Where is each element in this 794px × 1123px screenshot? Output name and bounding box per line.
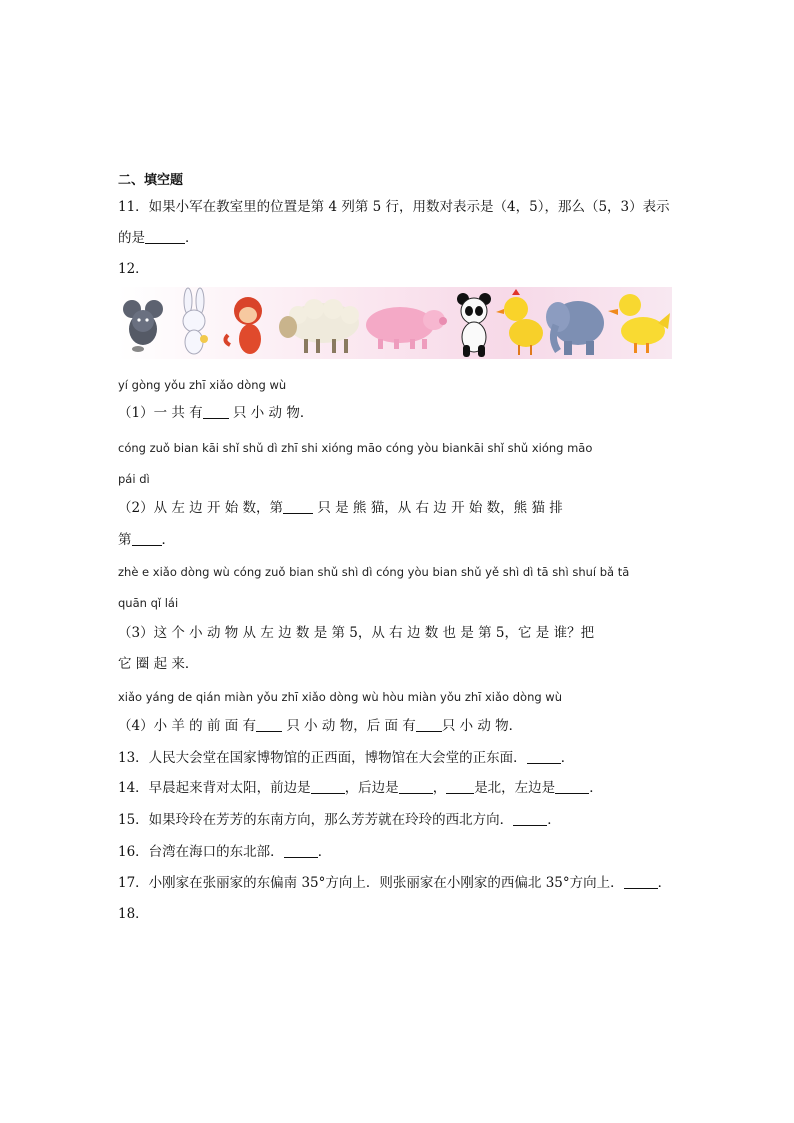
q12-number: 12．: [118, 261, 149, 277]
q12-pinyin-2a: cóng zuǒ bian kāi shǐ shǔ dì zhī shi xióng māo cóng yòu biankāi shǐ shǔ xióng māo: [118, 441, 593, 455]
answer-blank[interactable]: [527, 749, 561, 764]
q17: 17．小刚家在张丽家的东偏南 35°方向上．则张丽家在小刚家的西偏北 35°方向上． ．: [118, 875, 672, 891]
q11-line1: 11．如果小军在教室里的位置是第 4 列第 5 行，用数对表示是（4，5），那么（5，3）表示: [118, 199, 670, 215]
rabbit-icon: [183, 288, 208, 354]
answer-blank[interactable]: [203, 404, 229, 419]
q12-pinyin-4: xiǎo yáng de qián miàn yǒu zhī xiǎo dòng wù hòu miàn yǒu zhī xiǎo dòng wù: [118, 690, 563, 704]
answer-blank[interactable]: [311, 779, 345, 794]
sheep-icon: [279, 299, 359, 353]
section-title: 二、填空题: [118, 173, 184, 188]
answer-blank[interactable]: [256, 717, 282, 732]
panda-icon: [457, 293, 491, 357]
q12-part1: （1）一 共 有 只 小 动 物．: [118, 405, 314, 421]
q16: 16．台湾在海口的东北部． ．: [118, 844, 332, 860]
answer-blank[interactable]: [284, 843, 318, 858]
pig-icon: [366, 307, 447, 349]
q12-part3-line2: 它 圈 起 来．: [118, 656, 199, 672]
answer-blank[interactable]: [624, 874, 658, 889]
answer-blank[interactable]: [513, 811, 547, 826]
q11-line2: 的是 ．: [118, 230, 199, 246]
answer-blank[interactable]: [132, 531, 162, 546]
q14: 14．早晨起来背对太阳，前边是 ，后边是 ， 是北，左边是 ．: [118, 780, 603, 796]
answer-blank[interactable]: [446, 779, 474, 794]
q12-part3-line1: （3）这 个 小 动 物 从 左 边 数 是 第 5，从 右 边 数 也 是 第 5，它 是 谁？把: [118, 625, 595, 641]
q12-part2: （2）从 左 边 开 始 数，第 只 是 熊 猫，从 右 边 开 始 数，熊 猫 排: [118, 500, 563, 516]
q12-part2-cont: 第 ．: [118, 532, 175, 548]
monkey-icon: [225, 297, 262, 354]
q13: 13．人民大会堂在国家博物馆的正西面，博物馆在大会堂的正东面． ．: [118, 750, 575, 766]
answer-blank[interactable]: [416, 717, 442, 732]
q15: 15．如果玲玲在芳芳的东南方向，那么芳芳就在玲玲的西北方向． ．: [118, 812, 561, 828]
answer-blank[interactable]: [283, 499, 313, 514]
q18-number: 18．: [118, 906, 149, 922]
q12-pinyin-3a: zhè e xiǎo dòng wù cóng zuǒ bian shǔ shì dì cóng yòu bian shǔ yě shì dì tā shì shuí bǎ tā: [118, 565, 630, 579]
q12-pinyin-1: yí gòng yǒu zhī xiǎo dòng wù: [118, 378, 287, 392]
answer-blank[interactable]: [399, 779, 433, 794]
q12-part4: （4）小 羊 的 前 面 有 只 小 动 物，后 面 有 只 小 动 物．: [118, 718, 523, 734]
duck-icon: [608, 294, 670, 353]
answer-blank[interactable]: [145, 229, 185, 244]
elephant-icon: [546, 301, 604, 355]
chick-icon: [496, 289, 543, 355]
mouse-icon: [123, 300, 163, 352]
animals-illustration: [118, 287, 672, 359]
q12-pinyin-2b: pái dì: [118, 472, 150, 486]
q12-pinyin-3b: quān qǐ lái: [118, 596, 179, 610]
answer-blank[interactable]: [555, 779, 589, 794]
